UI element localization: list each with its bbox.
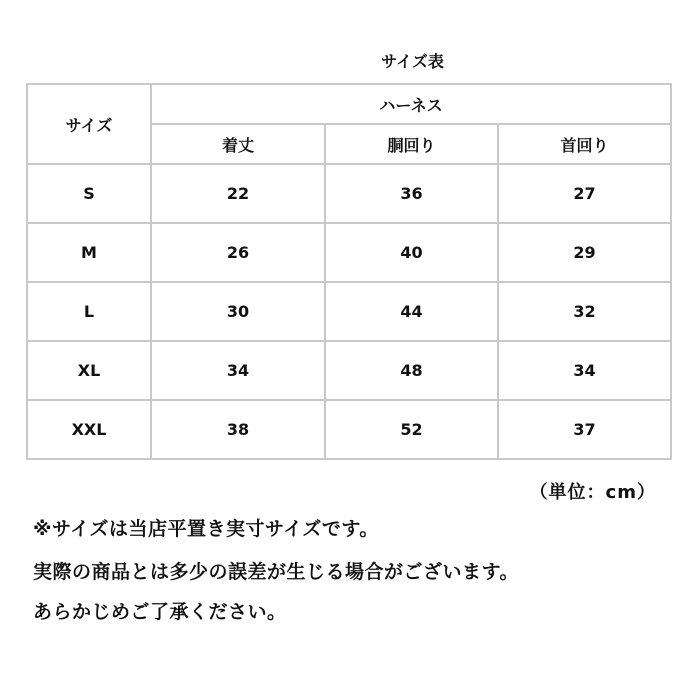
table-row [27,341,671,400]
neck-cell: 32 [498,282,671,341]
size-cell: XXL [27,400,151,459]
length-cell: 34 [151,341,325,400]
column-header-chest: 胴回り [325,124,498,164]
chest-cell: 40 [325,223,498,282]
chest-cell: 52 [325,400,498,459]
chest-cell: 36 [325,164,498,223]
length-cell: 26 [151,223,325,282]
header-row-group [27,84,671,124]
column-header-neck: 首回り [498,124,671,164]
neck-cell: 37 [498,400,671,459]
size-header-cell: サイズ [27,84,151,164]
length-cell: 30 [151,282,325,341]
size-table [26,83,672,460]
chest-cell: 44 [325,282,498,341]
chest-cell: 48 [325,341,498,400]
note-line-3: あらかじめご了承ください。 [33,601,287,623]
table-row [27,282,671,341]
neck-cell: 34 [498,341,671,400]
unit-note: （単位：cm） [529,482,656,503]
size-cell: XL [27,341,151,400]
harness-header-cell: ハーネス [151,84,671,124]
size-cell: S [27,164,151,223]
table-row [27,400,671,459]
table-row [27,223,671,282]
note-line-2: 実際の商品とは多少の誤差が生じる場合がございます。 [33,561,519,583]
size-cell: L [27,282,151,341]
neck-cell: 27 [498,164,671,223]
table-row [27,164,671,223]
column-header-length: 着丈 [151,124,325,164]
size-cell: M [27,223,151,282]
note-line-1: ※サイズは当店平置き実寸サイズです。 [33,518,379,540]
length-cell: 22 [151,164,325,223]
table-title: サイズ表 [381,52,444,71]
length-cell: 38 [151,400,325,459]
neck-cell: 29 [498,223,671,282]
